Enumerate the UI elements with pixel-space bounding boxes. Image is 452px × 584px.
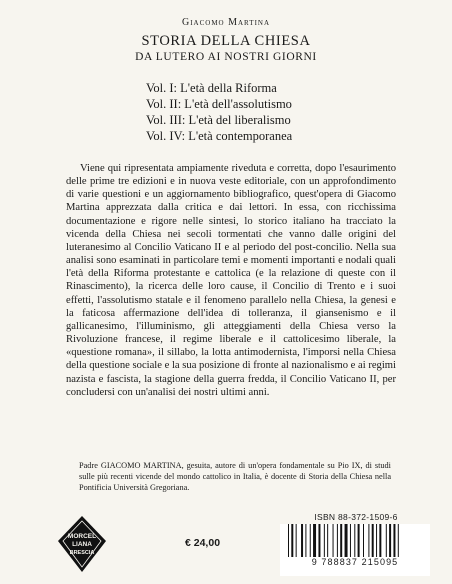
barcode-bar xyxy=(350,524,351,558)
volume-item: Vol. IV: L'età contemporanea xyxy=(146,129,293,143)
barcode-bar xyxy=(398,524,399,558)
publisher-logo-line-1: MORCEL xyxy=(67,533,97,540)
barcode-bar xyxy=(379,524,381,558)
barcode xyxy=(280,524,430,576)
barcode-bar xyxy=(310,524,311,558)
author-name: Giacomo Martina xyxy=(181,17,271,28)
barcode-bar xyxy=(345,524,348,558)
barcode-bar xyxy=(305,524,306,558)
barcode-bar xyxy=(327,524,328,558)
book-description: Viene qui ripresentata ampiamente riveduta e corretta, dopo l'esaurimento delle prime tre edizioni e in nuova veste editoriale, con un approfondimento di varie questioni e un aggiornamento bibliografico, quest'opera di Giacomo Martina apprezzata dalla critica e dai lettori. In essa, con ricchissima documentazione e rigore nelle sintesi, lo storico italiano ha tracciato la vicenda della Chiesa nei secoli tormentati che vanno dalle origini del luteranesimo al Concilio Vaticano II e al periodo del post-concilio. Nella sua analisi sono esaminati in particolare temi e momenti importanti e nodali quali l'età della Riforma protestante e cattolica (e la relazione di queste con il Rinascimento), la ricerca delle loro cause, il Concilio di Trento e i suoi effetti, l'assolutismo statale e il fenomeno parallelo nella Chiesa, la genesi e la faticosa affermazione dell'idea di tolleranza, il giansenismo e il gallicanesimo, l'illuminismo, gli atteggiamenti della Chiesa verso la Rivoluzione francese, il regime liberale e il cattolicesimo liberale, la «questione romana», il sillabo, la lotta antimodernista, l'imporsi nella Chiesa della questione sociale e la sua posizione di fronte al nazionalismo e ai regimi nazista e fascista, la stagione della guerra fredda, il Concilio Vaticano II, per concludersi con un'analisi dei nostri ultimi anni. xyxy=(66,163,396,398)
barcode-bar xyxy=(372,524,374,558)
author-bio: Padre GIACOMO MARTINA, gesuita, autore di un'opera fondamentale su Pio IX, di studi sulle più recenti vicende del mondo cattolico in Italia, è docente di Storia della Chiesa nella Pontificia Università Gregoriana. xyxy=(79,461,391,492)
publisher-logo-line-3: BRESCIA xyxy=(69,550,95,556)
book-title: STORIA DELLA CHIESA xyxy=(141,33,311,49)
barcode-bars xyxy=(280,524,430,558)
book-subtitle: DA LUTERO AI NOSTRI GIORNI xyxy=(135,51,317,63)
barcode-bar xyxy=(337,524,338,558)
barcode-bar xyxy=(333,524,334,558)
barcode-bar xyxy=(296,524,297,558)
barcode-bar xyxy=(288,524,289,558)
volume-item: Vol. I: L'età della Riforma xyxy=(146,81,277,95)
barcode-bar xyxy=(358,524,360,558)
barcode-bar xyxy=(291,524,293,558)
barcode-bar xyxy=(363,524,364,558)
barcode-bar xyxy=(376,524,377,558)
barcode-digits: 9 788837 215095 xyxy=(280,557,430,568)
isbn-label: ISBN 88-372-1509-6 xyxy=(314,512,398,522)
barcode-bar xyxy=(368,524,369,558)
barcode-bar xyxy=(386,524,387,558)
publisher-logo xyxy=(55,514,109,574)
barcode-bar xyxy=(324,524,325,558)
barcode-bar xyxy=(393,524,395,558)
barcode-bar xyxy=(340,524,342,558)
barcode-bar xyxy=(301,524,303,558)
barcode-bar xyxy=(354,524,355,558)
barcode-bar xyxy=(389,524,391,558)
volume-list xyxy=(146,80,376,144)
barcode-bar xyxy=(313,524,316,558)
price-label: € 24,00 xyxy=(185,537,221,549)
volume-item: Vol. III: L'età del liberalismo xyxy=(146,113,291,127)
volume-item: Vol. II: L'età dell'assolutismo xyxy=(146,97,292,111)
barcode-bar xyxy=(318,524,320,558)
publisher-logo-line-2: LIANA xyxy=(72,541,92,548)
